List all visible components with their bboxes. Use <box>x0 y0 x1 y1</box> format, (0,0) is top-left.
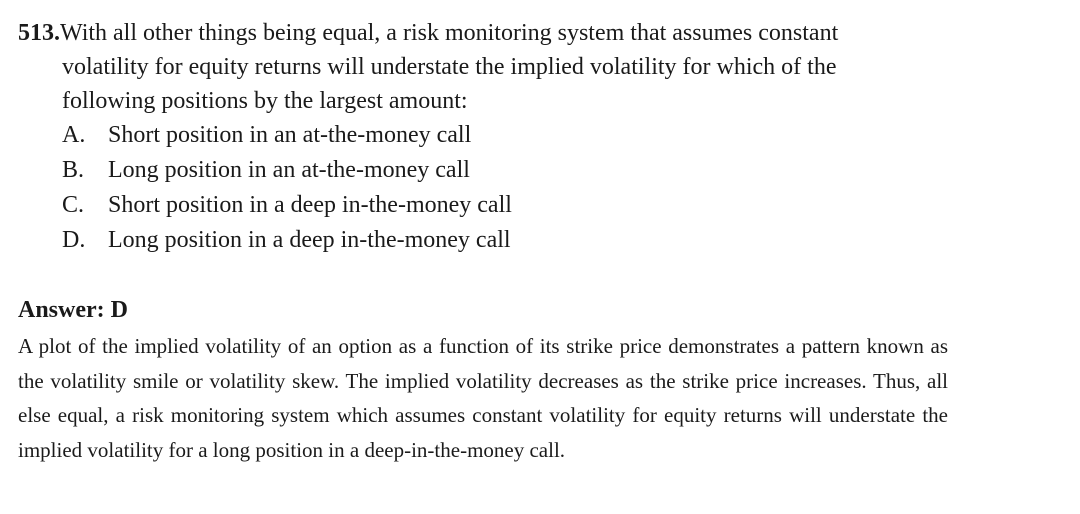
option-c <box>62 188 1058 223</box>
answer-heading: Answer: D <box>18 297 128 323</box>
question-text-line-3: following positions by the largest amount: <box>62 88 468 114</box>
answer-explanation: A plot of the implied volatility of an option as a function of its strike price demonstrates a pattern known as the volatility smile or volatility skew. The implied volatility decreases as the strike price increases. Thus, all else equal, a risk monitoring system which assumes constant volatility for equity returns will understate the implied volatility for a long position in a deep-in-the-money call. <box>18 334 948 462</box>
option-text: Short position in a deep in-the-money call <box>108 192 512 218</box>
option-b <box>62 153 1058 188</box>
option-text: Short position in an at-the-money call <box>108 122 472 148</box>
question-number: 513. <box>18 20 60 46</box>
question-block <box>18 16 1058 258</box>
option-d <box>62 223 1058 258</box>
option-letter: B. <box>62 157 85 183</box>
option-text: Long position in a deep in-the-money call <box>108 227 511 253</box>
option-letter: C. <box>62 192 85 218</box>
question-line-1 <box>18 16 1058 50</box>
option-letter: D. <box>62 227 86 253</box>
answer-options <box>18 118 1058 258</box>
option-a <box>62 118 1058 153</box>
option-letter: A. <box>62 122 86 148</box>
question-text-line-2: volatility for equity returns will understate the implied volatility for which of the <box>62 54 837 80</box>
option-text: Long position in an at-the-money call <box>108 157 470 183</box>
question-text-line-1: With all other things being equal, a risk monitoring system that assumes constant <box>60 20 839 46</box>
